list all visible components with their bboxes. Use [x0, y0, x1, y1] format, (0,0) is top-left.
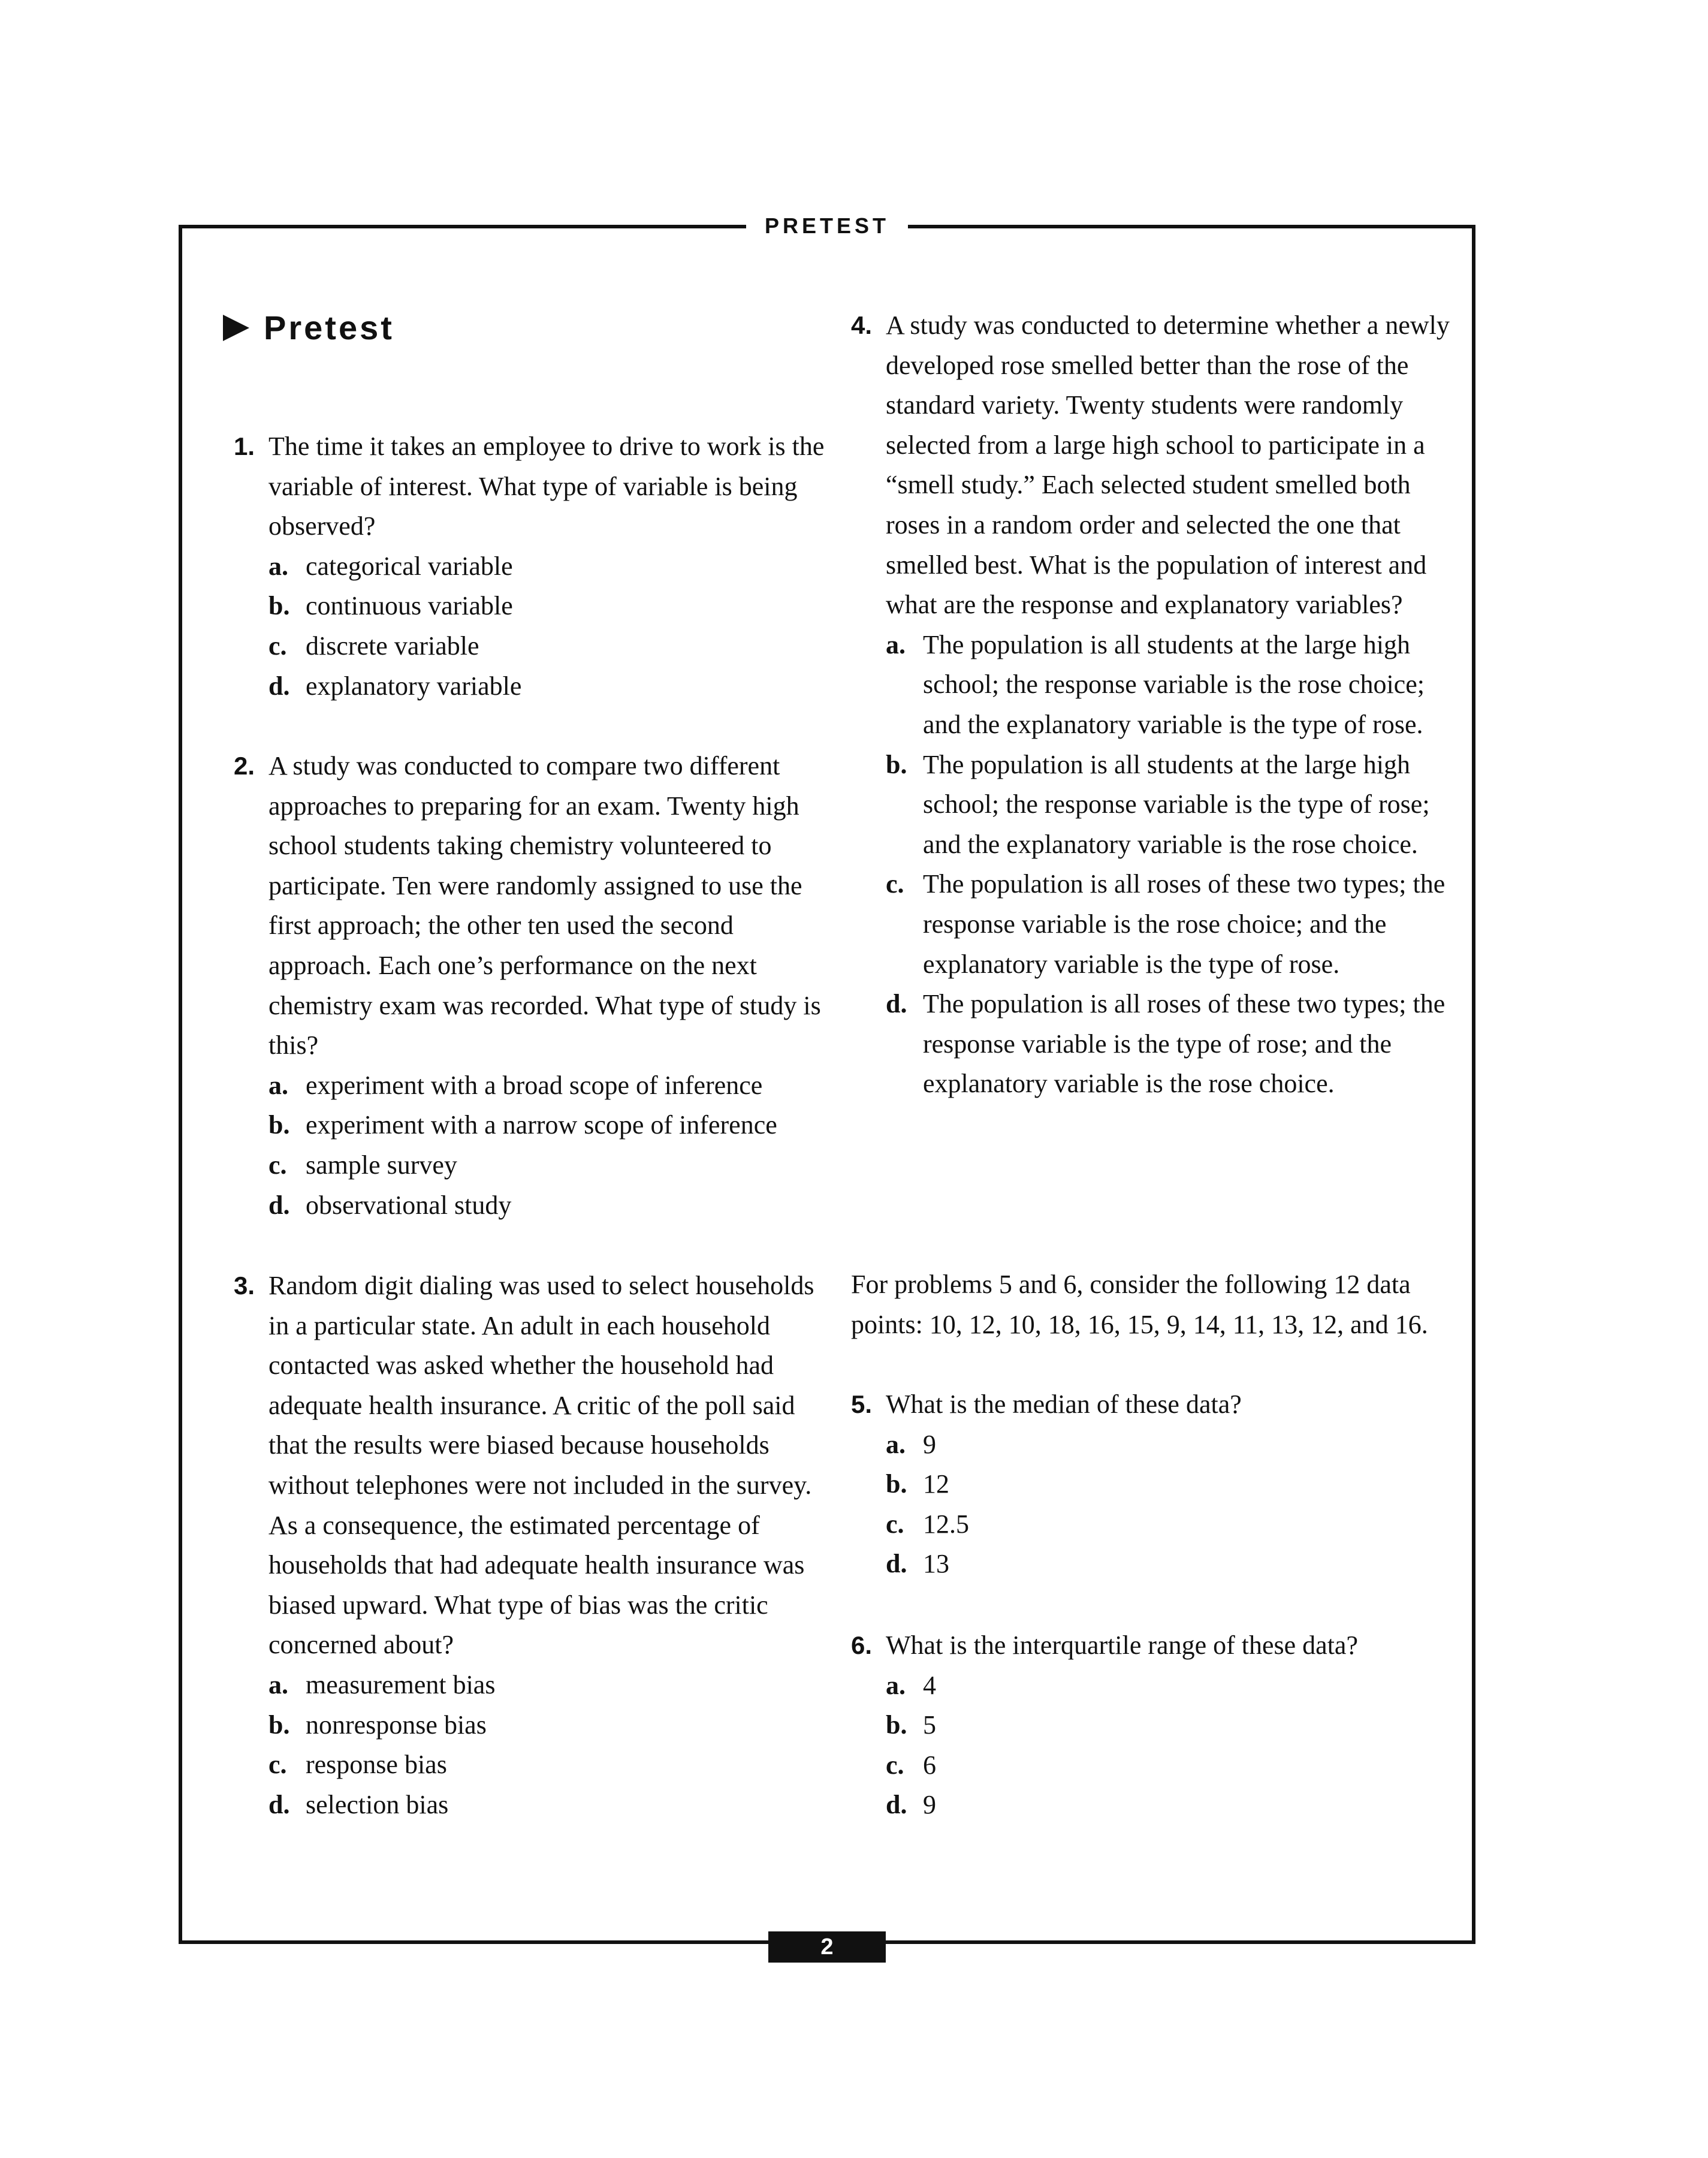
question-1	[234, 427, 827, 706]
question-text: The time it takes an employee to drive to work is the variable of interest. What type of variable is being observed?	[268, 432, 825, 541]
question-2	[234, 746, 827, 1225]
answer-option: d. 9	[886, 1790, 936, 1820]
question-number: 1.	[234, 432, 255, 460]
answer-option: b. nonresponse bias	[268, 1710, 487, 1740]
answer-option: b. experiment with a narrow scope of inference	[268, 1110, 777, 1140]
question-text: A study was conducted to compare two different approaches to preparing for an exam. Twenty high school students taking chemistry volunteered to participate. Ten were randomly assigned to use the first approach; the other ten used the second approach. Each one’s performance on the next chemistry exam was recorded. What type of study is this?	[268, 751, 821, 1060]
question-number: 4.	[851, 311, 873, 339]
answer-option: d. 13	[886, 1549, 949, 1579]
question-4	[851, 306, 1456, 1104]
answer-option: d. selection bias	[268, 1789, 449, 1819]
question-number: 6.	[851, 1631, 873, 1659]
answer-option: c. The population is all roses of these two types; the response variable is the rose choice; and the explanatory variable is the type of rose.	[886, 869, 1446, 979]
question-3	[234, 1266, 827, 1825]
answer-option: b. continuous variable	[268, 591, 513, 621]
section-title-text: Pretest	[264, 309, 394, 346]
answer-option: d. observational study	[268, 1190, 512, 1220]
question-text: A study was conducted to determine whether a newly developed rose smelled better than the rose of the standard variety. Twenty students were randomly selected from a large high school to participate in a “smell study.” Each selected student smelled both roses in a random order and selected the one that smelled best. What is the population of interest and what are the response and explanatory variables?	[886, 311, 1450, 620]
answer-option: a. categorical variable	[268, 551, 513, 581]
answer-option: c. 12.5	[886, 1509, 969, 1539]
arrow-right-icon	[223, 315, 249, 341]
question-5	[851, 1385, 1456, 1584]
answer-option: a. experiment with a broad scope of inference	[268, 1070, 763, 1100]
question-number: 3.	[234, 1271, 255, 1300]
question-number: 2.	[234, 752, 255, 780]
header-label: PRETEST	[746, 211, 908, 241]
question-text: What is the median of these data?	[886, 1390, 1242, 1419]
answer-option: c. 6	[886, 1750, 936, 1780]
question-number: 5.	[851, 1390, 873, 1418]
question-6	[851, 1626, 1456, 1825]
answer-option: c. sample survey	[268, 1150, 457, 1180]
answer-option: c. response bias	[268, 1750, 447, 1780]
answer-option: b. 5	[886, 1710, 936, 1740]
answer-option: a. 9	[886, 1429, 936, 1459]
data-intro-text: For problems 5 and 6, consider the following 12 data points: 10, 12, 10, 18, 16, 15, 9, 14, 11, 13, 12, and 16.	[851, 1270, 1428, 1339]
question-text: What is the interquartile range of these data?	[886, 1630, 1358, 1660]
answer-option: a. The population is all students at the large high school; the response variable is the rose choice; and the explanatory variable is the type of rose.	[886, 629, 1425, 739]
page-number: 2	[768, 1931, 886, 1963]
question-text: Random digit dialing was used to select households in a particular state. An adult in each household contacted was asked whether the household had adequate health insurance. A critic of the poll said that the results were biased because households without telephones were not included in the survey. As a consequence, the estimated percentage of households that had adequate health insurance was biased upward. What type of bias was the critic concerned about?	[268, 1271, 814, 1660]
answer-option: c. discrete variable	[268, 631, 479, 661]
answer-option: b. 12	[886, 1469, 949, 1499]
answer-option: a. measurement bias	[268, 1669, 496, 1699]
section-title	[223, 307, 394, 349]
answer-option: d. explanatory variable	[268, 671, 522, 701]
answer-option: a. 4	[886, 1670, 936, 1700]
answer-option: b. The population is all students at the large high school; the response variable is the type of rose; and the explanatory variable is the rose choice.	[886, 749, 1430, 859]
answer-option: d. The population is all roses of these two types; the response variable is the type of rose; and the explanatory variable is the rose choice.	[886, 989, 1446, 1099]
